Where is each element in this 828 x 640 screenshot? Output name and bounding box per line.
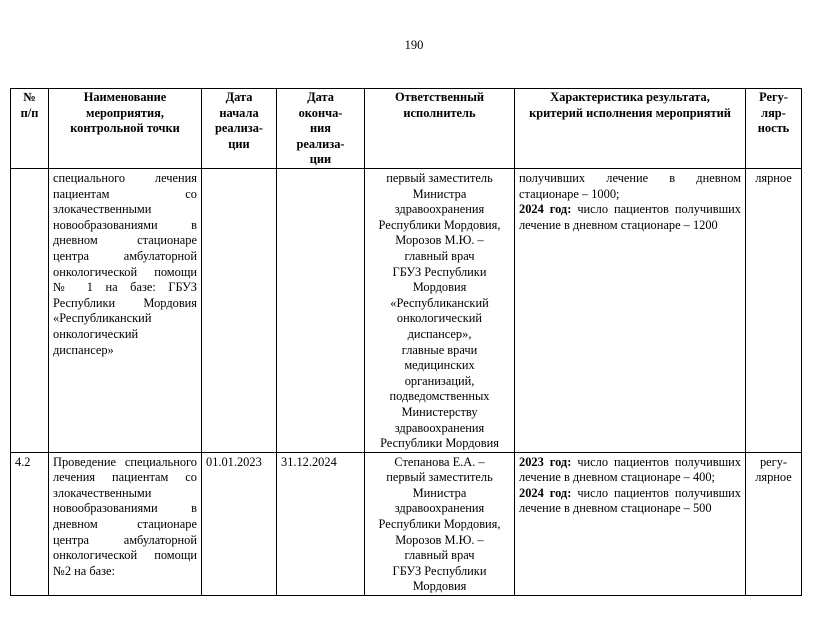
row-number [11, 169, 49, 453]
responsible-executor: Степанова Е.А. – первый заместитель Министра здравоохранения Республики Мордовия, Морозов М.Ю. – главный врач ГБУЗ Республики Мордовия [365, 452, 515, 595]
header-start-date: Дата начала реализа- ции [202, 89, 277, 169]
regularity: лярное [746, 169, 802, 453]
event-name: специального лечения пациентам со злокачественными новообразованиями в дневном стационаре центра амбулаторной онкологической помощи № 1 на базе: ГБУЗ Республики Мордовия «Республиканский онкологический диспансер» [49, 169, 202, 453]
header-responsible: Ответственный исполнитель [365, 89, 515, 169]
start-date: 01.01.2023 [202, 452, 277, 595]
event-name: Проведение специального лечения пациентам со злокачественными новообразованиями в дневном стационаре центра амбулаторной онкологической помощи №2 на базе: [49, 452, 202, 595]
result-year-b: 2024 год: [519, 202, 572, 217]
result-text-b: число пациентов получивших лечение в дневном стационаре – 500 [519, 485, 741, 516]
page-number: 190 [404, 38, 424, 52]
regularity: регу- лярное [746, 452, 802, 595]
responsible-executor: первый заместитель Министра здравоохранения Республики Мордовия, Морозов М.Ю. – главный врач ГБУЗ Республики Мордовия «Республиканский онкологический диспансер», главные врачи медицинских организаций, подведомственных Министерству здравоохранения Республики Мордовия [365, 169, 515, 453]
table-header-row [11, 89, 802, 169]
row-number: 4.2 [11, 452, 49, 595]
result-description [515, 452, 746, 595]
header-regularity: Регу- ляр- ность [746, 89, 802, 169]
start-date [202, 169, 277, 453]
header-event-name: Наименование мероприятия, контрольной точки [49, 89, 202, 169]
result-year-b: 2024 год: [519, 485, 572, 500]
end-date [277, 169, 365, 453]
result-description [515, 169, 746, 453]
result-text-a: число пациентов получивших лечение в дневном стационаре – 400; [519, 454, 741, 485]
table-row [11, 169, 802, 453]
events-table [10, 88, 802, 596]
table-row [11, 452, 802, 595]
result-text-a: получивших лечение в дневном стационаре – 1000; [519, 171, 741, 201]
end-date: 31.12.2024 [277, 452, 365, 595]
header-result: Характеристика результата, критерий исполнения мероприятий [515, 89, 746, 169]
result-year-a: 2023 год: [519, 454, 572, 469]
result-text-b: число пациентов получивших лечение в дневном стационаре – 1200 [519, 202, 741, 232]
header-number: № п/п [11, 89, 49, 169]
header-end-date: Дата оконча- ния реализа- ции [277, 89, 365, 169]
